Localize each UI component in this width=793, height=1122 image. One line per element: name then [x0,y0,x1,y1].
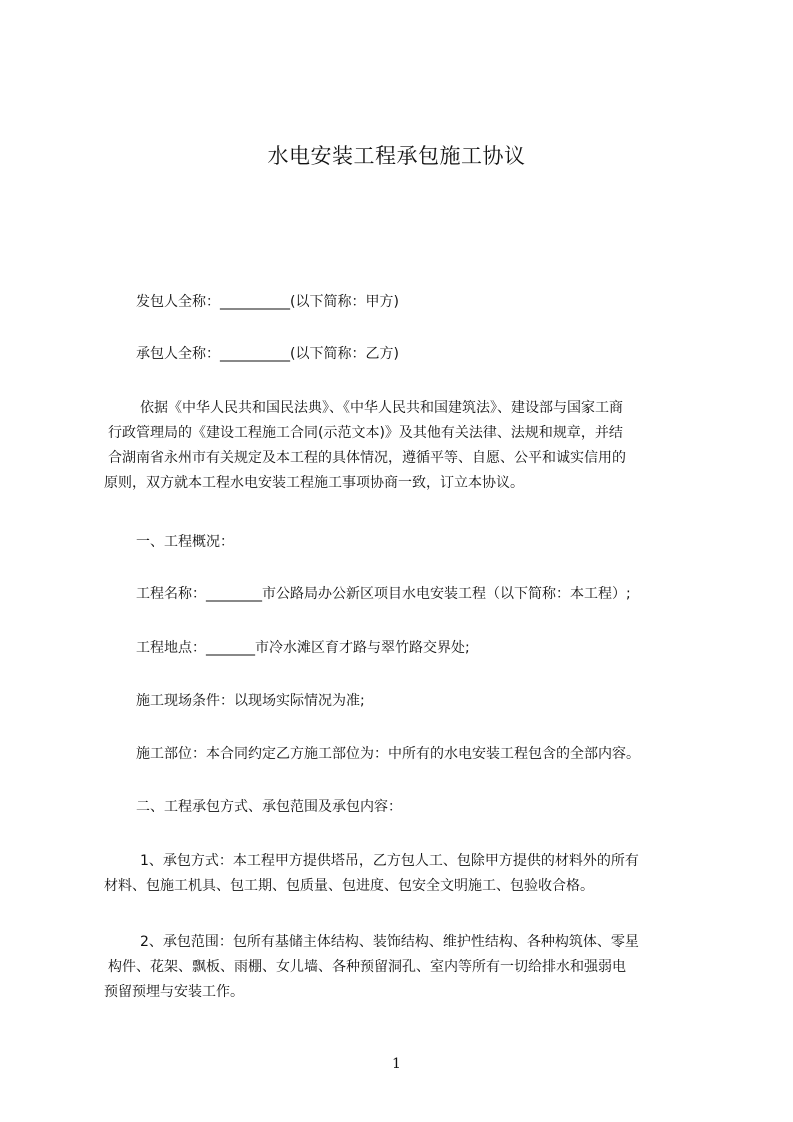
contract-method-line: 1、承包方式：本工程甲方提供塔吊，乙方包人工、包除甲方提供的材料外的所有 [140,853,639,869]
site-conditions-line: 施工现场条件：以现场实际情况为准; [136,693,365,709]
basis-paragraph [104,396,709,496]
project-location-line: 工程地点：_______市冷水滩区育才路与翠竹路交界处; [136,640,470,656]
contract-scope-line: 2、承包范围：包所有基储主体结构、装饰结构、维护性结构、各种构筑体、零星 [140,934,639,950]
section2-heading: 二、工程承包方式、承包范围及承包内容： [136,799,402,815]
document-title: 水电安装工程承包施工协议 [267,144,526,168]
basis-line: 行政管理局的《建设工程施工合同(示范文本)》及其他有关法律、法规和规章，并结 [108,425,623,441]
contract-method-line: 材料、包施工机具、包工期、包质量、包进度、包安全文明施工、包验收合格。 [104,878,594,894]
basis-line: 依据《中华人民共和国民法典》、《中华人民共和国建筑法》、建设部与国家工商 [140,400,623,416]
contract-scope-paragraph [104,930,709,1005]
basis-line: 原则，双方就本工程水电安装工程施工事项协商一致，订立本协议。 [104,475,524,491]
construction-parts-line: 施工部位：本合同约定乙方施工部位为：中所有的水电安装工程包含的全部内容。 [136,746,640,762]
project-name-line: 工程名称：________市公路局办公新区项目水电安装工程（以下简称：本工程）; [136,586,631,602]
party-a-line: 发包人全称：__________(以下简称：甲方) [136,294,399,310]
page-number: 1 [392,1056,401,1072]
contract-scope-line: 构件、花架、飘板、雨棚、女儿墙、各种预留洞孔、室内等所有一切给排水和强弱电 [108,959,626,975]
section1-heading: 一、工程概况： [136,534,234,550]
party-b-line: 承包人全称：__________(以下简称：乙方) [136,346,399,362]
contract-method-paragraph [104,849,709,899]
contract-scope-line: 预留预埋与安装工作。 [104,984,244,1000]
basis-line: 合湖南省永州市有关规定及本工程的具体情况，遵循平等、自愿、公平和诚实信用的 [108,450,626,466]
